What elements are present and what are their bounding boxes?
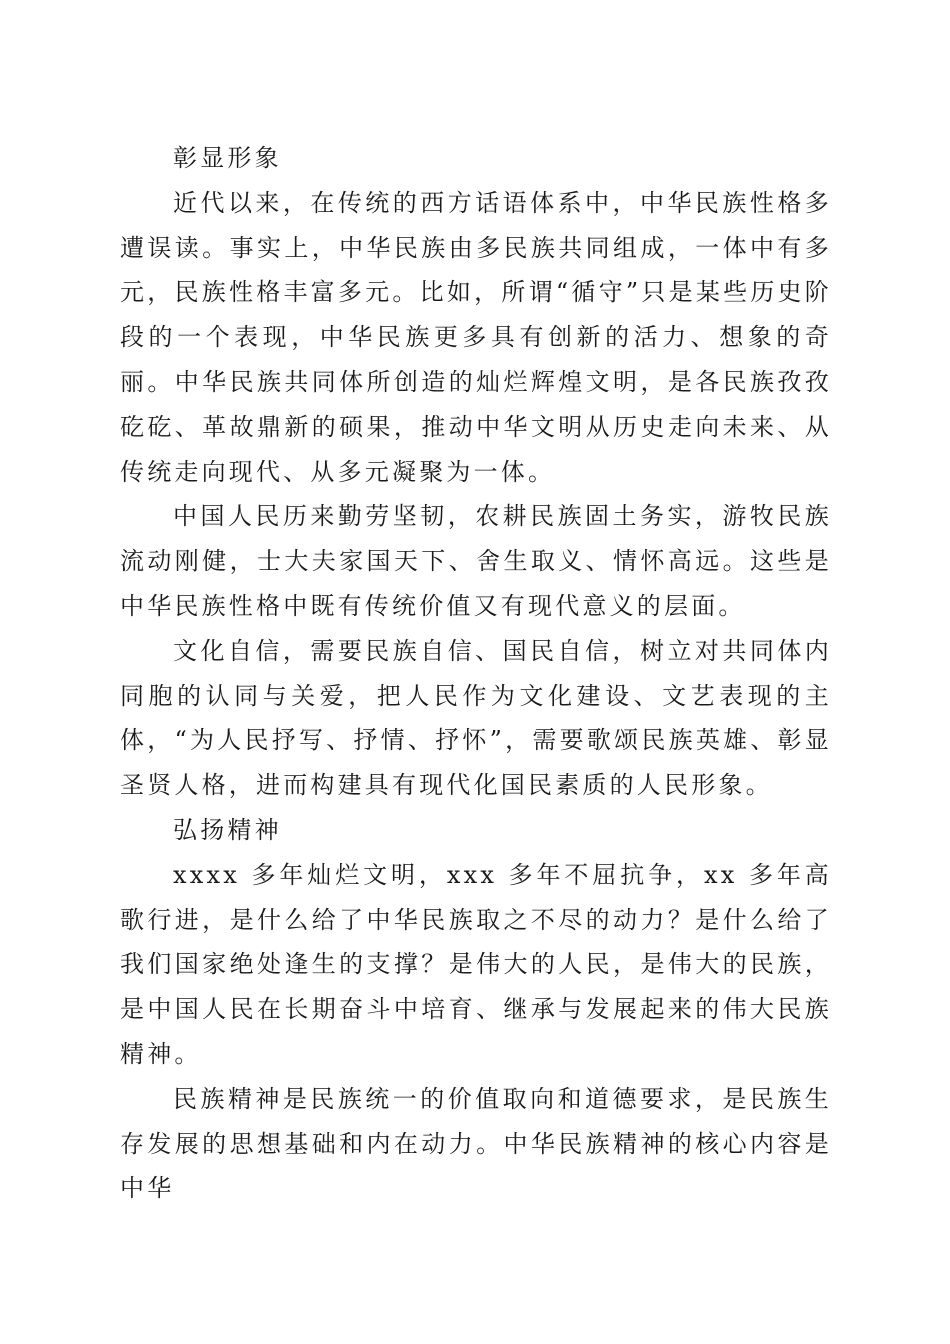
paragraph-national-spirit: 民族精神是民族统一的价值取向和道德要求，是民族生存发展的思想基础和内在动力。中华民族精神的核心内容是中华 <box>120 1084 832 1203</box>
paragraph-national-character: 近代以来，在传统的西方话语体系中，中华民族性格多遭误读。事实上，中华民族由多民族共同组成，一体中有多元，民族性格丰富多元。比如，所谓“循守”只是某些历史阶段的一个表现，中华民族更多具有创新的活力、想象的奇丽。中华民族共同体所创造的灿烂辉煌文明，是各民族孜孜矻矻、革故鼎新的硕果，推动中华文明从历史走向未来、从传统走向现代、从多元凝聚为一体。 <box>120 188 832 486</box>
section-heading-image: 彰显形象 <box>173 144 282 172</box>
section-heading-spirit: 弘扬精神 <box>173 815 282 844</box>
paragraph-great-spirit: xxxx 多年灿烂文明，xxx 多年不屈抗争，xx 多年高歌行进，是什么给了中华民族取之不尽的动力？是什么给了我们国家绝处逢生的支撑？是伟大的人民，是伟大的民族，是中国人民在长期奋斗中培育、继承与发展起来的伟大民族精神。 <box>120 860 832 1068</box>
document-body <box>120 136 832 1211</box>
paragraph-hardworking-people: 中国人民历来勤劳坚韧，农耕民族固土务实，游牧民族流动刚健，士大夫家国天下、舍生取义、情怀高远。这些是中华民族性格中既有传统价值又有现代意义的层面。 <box>120 502 832 620</box>
paragraph-cultural-confidence: 文化自信，需要民族自信、国民自信，树立对共同体内同胞的认同与关爱，把人民作为文化建设、文艺表现的主体，“为人民抒写、抒情、抒怀”，需要歌颂民族英雄、彰显圣贤人格，进而构建具有现代化国民素质的人民形象。 <box>120 636 832 800</box>
